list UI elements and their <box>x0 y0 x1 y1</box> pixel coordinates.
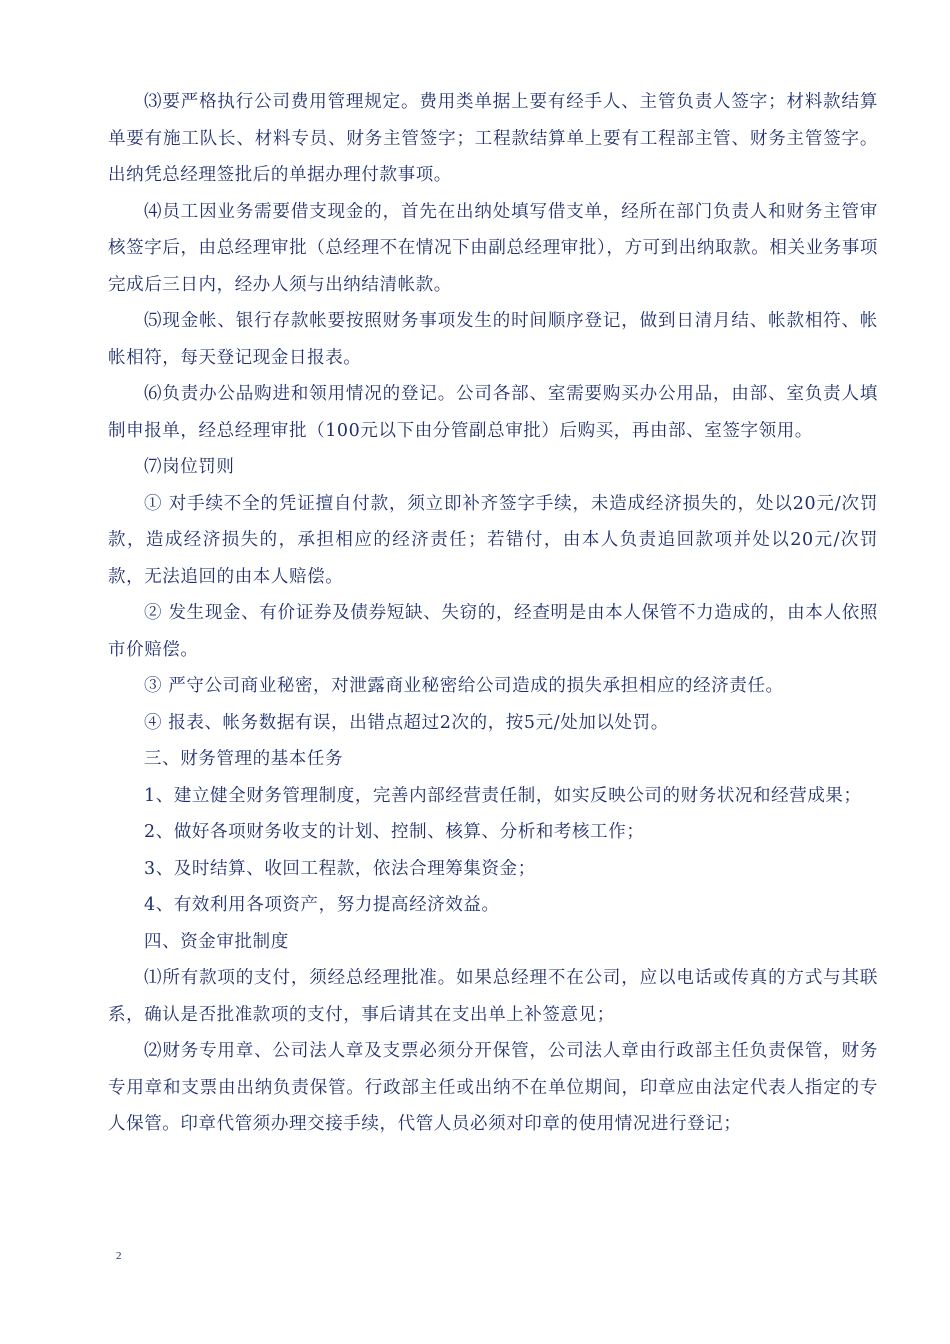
document-body <box>108 84 878 1143</box>
paragraph-cash-advance: ⑷员工因业务需要借支现金的，首先在出纳处填写借支单，经所在部门负责人和财务主管审核签字后，由总经理审批（总经理不在情况下由副总经理审批），方可到出纳取款。相关业务事项完成后三日内，经办人须与出纳结清帐款。 <box>108 201 878 295</box>
paragraph-ledger-registration: ⑸现金帐、银行存款帐要按照财务事项发生的时间顺序登记，做到日清月结、帐款相符、帐帐相符，每天登记现金日报表。 <box>108 311 878 368</box>
paragraph-penalty-1: ① 对手续不全的凭证擅自付款，须立即补齐签字手续，未造成经济损失的，处以20元/次罚款，造成经济损失的，承担相应的经济责任；若错付，由本人负责追回款项并处以20元/次罚款，无法追回的由本人赔偿。 <box>108 493 878 587</box>
paragraph-payment-approval: ⑴所有款项的支付，须经总经理批准。如果总经理不在公司，应以电话或传真的方式与其联系，确认是否批准款项的支付，事后请其在支出单上补签意见； <box>108 968 878 1025</box>
paragraph-penalty-2: ② 发生现金、有价证券及债券短缺、失窃的，经查明是由本人保管不力造成的，由本人依照市价赔偿。 <box>108 603 878 660</box>
paragraph-expense-rules: ⑶要严格执行公司费用管理规定。费用类单据上要有经手人、主管负责人签字；材料款结算单要有施工队长、材料专员、财务主管签字；工程款结算单上要有工程部主管、财务主管签字。出纳凭总经理签批后的单据办理付款事项。 <box>108 92 878 185</box>
paragraph-task-4: 4、有效利用各项资产，努力提高经济效益。 <box>144 895 500 915</box>
paragraph-task-1: 1、建立健全财务管理制度，完善内部经营责任制，如实反映公司的财务状况和经营成果； <box>144 785 862 806</box>
paragraph-penalty-heading: ⑺岗位罚则 <box>144 457 235 477</box>
paragraph-penalty-4: ④ 报表、帐务数据有误，出错点超过2次的，按5元/处加以处罚。 <box>144 712 669 733</box>
section-heading-fund-approval: 四、资金审批制度 <box>144 931 289 952</box>
section-heading-basic-tasks: 三、财务管理的基本任务 <box>144 749 344 769</box>
paragraph-seal-custody: ⑵财务专用章、公司法人章及支票必须分开保管，公司法人章由行政部主任负责保管，财务专用章和支票由出纳负责保管。行政部主任或出纳不在单位期间，印章应由法定代表人指定的专人保管。印章代管须办理交接手续，代管人员必须对印章的使用情况进行登记； <box>108 1041 878 1134</box>
paragraph-task-3: 3、及时结算、收回工程款，依法合理筹集资金； <box>144 858 536 879</box>
paragraph-penalty-3: ③ 严守公司商业秘密，对泄露商业秘密给公司造成的损失承担相应的经济责任。 <box>144 676 784 696</box>
paragraph-office-supplies: ⑹负责办公品购进和领用情况的登记。公司各部、室需要购买办公用品，由部、室负责人填制申报单，经总经理审批（100元以下由分管副总审批）后购买，再由部、室签字领用。 <box>108 384 878 441</box>
page-number: 2 <box>116 1250 122 1262</box>
paragraph-task-2: 2、做好各项财务收支的计划、控制、核算、分析和考核工作； <box>144 822 645 842</box>
